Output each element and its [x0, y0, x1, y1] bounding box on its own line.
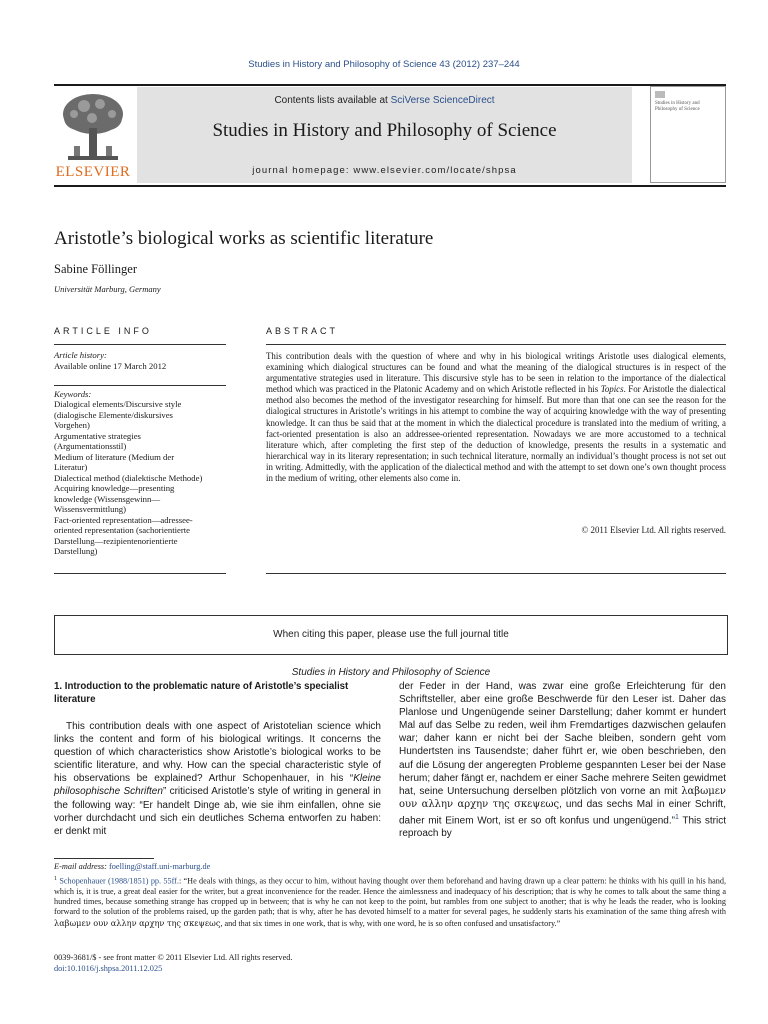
keyword-item: Acquiring knowledge—presenting — [54, 483, 175, 493]
citation-notice-prefix: When citing this paper, please use the full journal title — [273, 629, 509, 640]
footnote-1-marker[interactable]: 1 — [674, 813, 679, 821]
article-info-rule-top — [54, 344, 226, 345]
body-left-italic: Kleine philosophische Schriften — [54, 773, 381, 798]
header-top-rule — [54, 84, 726, 86]
article-info-rule-mid — [54, 385, 226, 386]
abstract-text-part1: This contribution deals with the question of where and why in his biological writings Aristotle uses dialogical elements, examining which dialogical structures can be found and what the meaning of the dialogical structures is in respect of the argumentative strategies used in literature. This discursive style has to be seen in relation to the importance of the dialectical method which was practiced in the Platonic Academy and on which Aristotle reflected in his — [266, 351, 726, 395]
abstract-topics: Topics — [600, 384, 624, 395]
keyword-item: Medium of literature (Medium der — [54, 451, 175, 462]
article-info-heading: ARTICLE INFO — [54, 326, 152, 336]
article-author: Sabine Föllinger — [54, 262, 137, 276]
keywords-list — [54, 399, 226, 557]
citation-notice-box — [54, 615, 728, 678]
keyword-item: Vorgehen) — [54, 420, 90, 430]
elsevier-wordmark: ELSEVIER — [55, 164, 131, 180]
issn-line: 0039-3681/$ - see front matter © 2011 Elsevier Ltd. All rights reserved. — [54, 953, 293, 962]
abstract-text — [266, 351, 726, 484]
keyword-item: Wissensvermittlung) — [54, 504, 127, 514]
keyword-item: Darstellung) — [54, 546, 98, 556]
keyword-item: Dialogical elements/Discursive style — [54, 399, 182, 409]
body-right-part3: This strict reproach by — [399, 815, 726, 840]
footnote-1-reference[interactable]: Schopenhauer (1988/1851) pp. 55ff. — [59, 876, 179, 886]
footnote-1-number: 1 — [54, 876, 57, 882]
citation-notice-journal: Studies in History and Philosophy of Science — [291, 667, 491, 678]
keyword-item: Darstellung—rezipientenorientierte — [54, 535, 178, 546]
abstract-heading: ABSTRACT — [266, 326, 339, 336]
body-column-left — [54, 720, 381, 838]
keyword-item: (Argumentationsstil) — [54, 441, 127, 451]
keyword-item: (dialogische Elemente/diskursives — [54, 409, 173, 420]
doi-link[interactable]: doi:10.1016/j.shpsa.2011.12.025 — [54, 964, 163, 973]
abstract-copyright: © 2011 Elsevier Ltd. All rights reserved. — [581, 525, 726, 535]
author-email-line — [54, 862, 210, 871]
journal-citation-line[interactable]: Studies in History and Philosophy of Science 43 (2012) 237–244 — [248, 59, 520, 70]
keyword-item: Argumentative strategies — [54, 430, 141, 441]
article-history-value: Available online 17 March 2012 — [54, 361, 167, 371]
abstract-rule-top — [266, 344, 726, 345]
cover-title: Studies in History and Philosophy of Science — [655, 101, 700, 112]
header-bottom-rule — [54, 185, 726, 187]
cover-badge — [655, 91, 665, 98]
body-right-part2: , und das sechs Mal in einer Schrift, daher mit Einem Wort, ist er so oft konfus und ungenügend.” — [399, 798, 726, 827]
section-1-heading: 1. Introduction to the problematic nature of Aristotle’s specialist literature — [54, 681, 349, 705]
footnote-rule — [54, 858, 154, 859]
footnote-1-greek: λαβωμεν ουν αλλην αρχην της σκεψεως — [54, 917, 221, 928]
article-info-rule-bottom — [54, 573, 226, 574]
author-affiliation: Universität Marburg, Germany — [54, 284, 161, 294]
body-right-greek: λαβωμεν ουν αλλην αρχην της σκεψεως — [399, 785, 726, 810]
keyword-item: Literatur) — [54, 462, 88, 472]
journal-title: Studies in History and Philosophy of Science — [212, 120, 557, 141]
footnote-1-text-part2: , and that six times in one work, that is why, with one word, he is so often confused and unsatisfactory.” — [220, 918, 561, 928]
contents-prefix: Contents lists available at — [274, 95, 391, 106]
footnote-1-text-part1: : “He deals with things, as they occur to him, without having thought over them beforehand and having drawn up a clear pattern: he thinks with his quill in his hand, which is, it is true, a great deal easier for the writer, but a great inconvenience for the reader. Hence the aimlessness and inadequacy of his description; that is why he comes to talk about the same thing a hundred times, because something strange has cropped up in between; that is why he can not keep to the point, but rambles from one subject to another; that is why he leads the reader, who is looking forward to the solution of the problems raised, up the garden path; that is why, after he has devoted himself to a matter for several pages, he suddenly starts his examination of the same thing afresh with — [54, 876, 726, 917]
keywords-label: Keywords: — [54, 389, 92, 399]
keyword-item: Dialectical method (dialektische Methode) — [54, 472, 203, 483]
article-title: Aristotle’s biological works as scientific literature — [54, 228, 434, 249]
contents-availability — [137, 95, 632, 106]
email-label: E-mail address: — [54, 862, 109, 871]
journal-homepage[interactable]: journal homepage: www.elsevier.com/locate/shpsa — [252, 165, 517, 176]
abstract-text-part2: . For Aristotle the dialectical method also becomes the method of the investigator researching for himself. But more than that one can see the reason for the dialogical structures in Aristotle’s writings in his attempt to combine the way of acquiring knowledge with the way of presenting knowledge. It can thus be said that at the moment in which the dialectical procedure is translated into the medium of writing, a fact-oriented presentation is also an addressee-oriented representation. Nowadays we are more accustomed to a technical literature which, after completing the first step of the deduction of knowledge, presents the results in a systematic and hierarchical way in its literary representation; in such technical literature, normally an individual’s thought process is not set out in writing. Admittedly, with the application of the dialectical method and with the attempt to set down one’s own thought process in the medium of writing, other elements also come in. — [266, 384, 726, 484]
body-left-part1: This contribution deals with one aspect of Aristotelian science which links the content and form of his biological writings. It concerns the question of which characteristics show Aristotle’s biological works to be scientific literature, and why. How can the special characteristic style of his observations be explained? Arthur Schopenhauer, in his “ — [54, 721, 381, 785]
article-history-label: Article history: — [54, 350, 107, 360]
keyword-item: knowledge (Wissensgewinn— — [54, 493, 161, 504]
body-column-right — [399, 680, 726, 840]
body-left-part2: ” criticised Aristotle’s style of writing in general in the following way: “Er handelt Dinge ab, wie sie ihm einfallen, ohne sie vorher durchdacht und sich ein deutliches Schema entworfen zu haben: er denkt mit — [54, 786, 381, 837]
body-right-part1: der Feder in der Hand, was zwar eine große Erleichterung für den Schriftsteller, aber eine große Beschwerde für den Leser ist. Daher das Planlose und Ungenügende seiner Darstellung; daher kommt er hundert Mal auf das Selbe zu reden, weil ihm Fremdartiges dazwischen gelaufen war; daher kann er nicht bei der Sache bleiben, sondern geht vom Hundertsten ins Tausendste; daher führt er, wie oben beschrieben, den auf die Lösung der angeregten Probleme gespannten Leser bei der Nase herum; daher fängt er, nachdem er einer Sache mehrere Seiten gewidmet hat, seine Untersuchung derselben plötzlich von vorne an mit — [399, 681, 726, 797]
keyword-item: Fact-oriented representation—adressee- — [54, 514, 193, 525]
footnote-1 — [54, 874, 726, 929]
sciencedirect-link[interactable]: SciVerse ScienceDirect — [390, 95, 495, 106]
keyword-item: oriented representation (sachorientierte — [54, 525, 191, 535]
email-link[interactable]: foelling@staff.uni-marburg.de — [109, 862, 211, 871]
journal-cover-thumbnail — [650, 86, 726, 183]
abstract-rule-bottom — [266, 573, 726, 574]
